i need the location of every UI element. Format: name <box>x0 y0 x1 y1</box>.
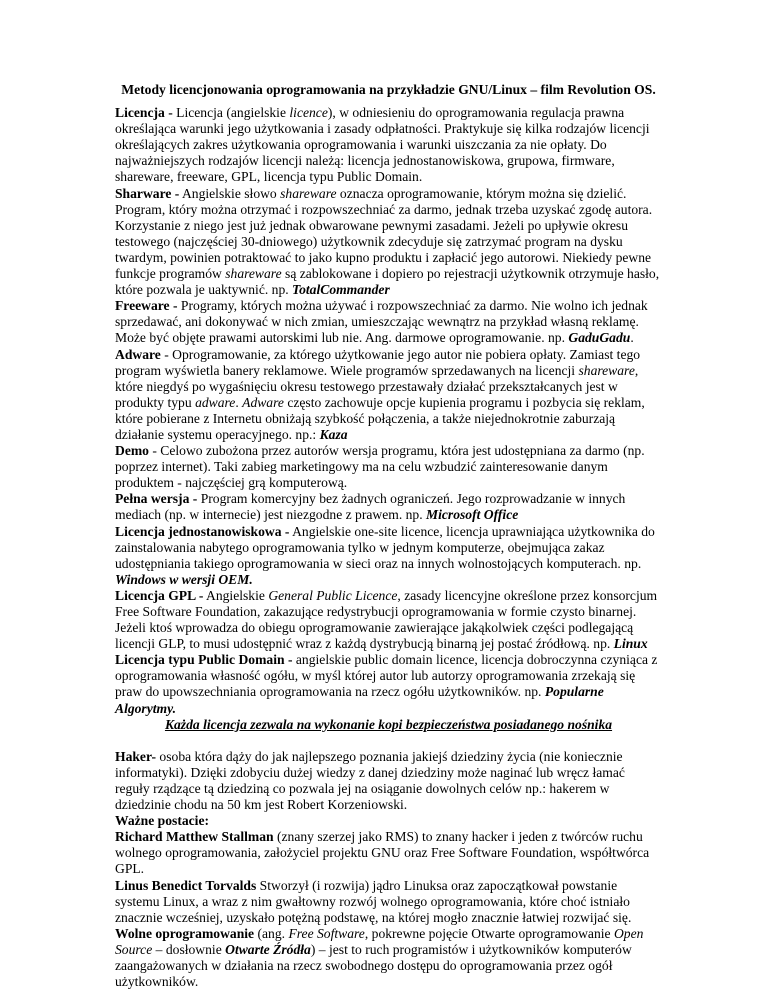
def-text: ) – jest to ruch programistów i użytkowników komputerów zaangażowanych w działania na rzecz swobodnego dostępu do oprogramowania przez ogół użytkowników. <box>115 941 632 990</box>
def-text: Angielskie <box>203 587 269 603</box>
def-italic: Open Source <box>115 925 644 957</box>
def-haker <box>115 749 662 813</box>
term-shareware: Sharware - <box>115 185 180 201</box>
def-adware <box>115 347 662 444</box>
term-public-domain: Licencja typu Public Domain - <box>115 652 293 668</box>
def-text: często zachowuje opcje kupienia programu i pozbycia się reklam, które pobierane z Internetu obniżają szybkość połączenia, a także niejednokrotnie zaburzają działanie systemu operacyjnego. np.: <box>115 394 645 442</box>
def-text: oznacza oprogramowanie, którym można się dzielić. Program, który można otrzymać i rozpowszechniać za darmo, jednak trzeba uzyskać zgodę autora. Korzystanie z niego jest już jednak obwarowane pewnymi zasadami. Jeżeli po upływie okresu testowego (najczęściej 30-dniowego) użytkownik zdecyduje się zatrzymać program na dysku twardym, powinien potraktować to jako kupno produktu i zapłacić jego autorowi. Niekiedy pewne funkcje programów <box>115 185 653 282</box>
term-pelna-wersja: Pełna wersja - <box>115 491 198 507</box>
section-heading-wazne-postacie: Ważne postacie: <box>115 813 210 829</box>
def-italic: shareware <box>225 266 282 282</box>
def-text: - Oprogramowanie, za którego użytkowanie jego autor nie pobiera opłaty. Zamiast tego program wyświetla banery reklamowe. Wiele programów sprzedawanych na licencji <box>115 346 641 378</box>
def-italic: Free Software <box>288 925 365 941</box>
term-wolne-oprogramowanie: Wolne oprogramowanie <box>115 925 255 941</box>
term-demo: Demo <box>115 443 149 459</box>
def-text: Angielskie słowo <box>179 185 281 201</box>
person-torvalds <box>115 878 662 926</box>
example-gadugadu: GaduGadu <box>568 330 631 346</box>
def-text: Licencja (angielskie <box>172 105 290 121</box>
def-licencja <box>115 105 662 185</box>
def-demo <box>115 443 662 491</box>
term-jednostanowiskowa: Licencja jednostanowiskowa - <box>115 523 290 539</box>
def-text: są zablokowane i dopiero po rejestracji użytkownik otrzymuje hasło, które pozwala je uaktywnić. np. <box>115 266 660 298</box>
def-text: Programy, których można używać i rozpowszechniać za darmo. Nie wolno ich jednak sprzedawać, ani dokonywać w nich zmian, umieszczając wewnątrz na przykład własną reklamę. Może być objęte prawami autorskimi lub nie. Ang. darmowe oprogramowanie. np. <box>115 298 648 346</box>
def-italic: shareware <box>280 185 337 201</box>
def-text: , pokrewne pojęcie Otwarte oprogramowanie <box>364 925 614 941</box>
def-text: , zasady licencyjne określone przez konsorcjum Free Software Foundation, zakazujące redystrybucji oprogramowania w formie czysto binarnej. Jeżeli ktoś wprowadza do obiegu oprogramowanie zawierające jakąkolwiek części podlegającą licencji GLP, to musi udostępnić wraz z każdą dystrybucją binarną jej postać źródłową. np. <box>115 587 658 652</box>
example-linux: Linux <box>613 636 648 652</box>
term-stallman: Richard Matthew Stallman <box>115 829 274 845</box>
def-text: , które niegdyś po wygaśnięciu okresu testowego przestawały działać przekształcanych jest w produkty typu <box>115 362 639 410</box>
def-text: . <box>630 330 634 346</box>
term-adware: Adware <box>115 346 161 362</box>
def-public-domain <box>115 652 662 716</box>
backup-copy-note: Każda licencja zezwala na wykonanie kopi bezpieczeństwa posiadanego nośnika <box>164 716 613 732</box>
def-text: Program komercyjny bez żadnych ograniczeń. Jego rozprowadzanie w innych mediach (np. w internecie) jest niezgodne z prawem. np. <box>115 491 626 523</box>
def-freeware <box>115 298 662 346</box>
def-jednostanowiskowa <box>115 524 662 588</box>
document-title: Metody licencjonowania oprogramowania na przykładzie GNU/Linux – film Revolution OS. <box>121 82 656 97</box>
term-torvalds: Linus Benedict Torvalds <box>115 877 257 893</box>
example-kaza: Kaza <box>319 426 348 442</box>
example-popularne-algorytmy: Popularne Algorytmy. <box>115 684 604 716</box>
def-wolne-oprogramowanie <box>115 926 662 990</box>
def-text: – dosłownie <box>152 941 226 957</box>
def-text: ), w odniesieniu do oprogramowania regulacja prawna określająca warunki jego użytkowania i zasady odpłatności. Praktykuje się kilka rodzajów licencji określających zakres użytkowania oprogramowania i warunki uiszczania za nie opłaty. Do najważniejszych rodzajów licencji należą: licencja jednostanowiskowa, grupowa, firmware, shareware, freeware, GPL, licencja typu Public Domain. <box>115 105 650 185</box>
term-haker: Haker- <box>115 748 157 764</box>
def-italic: General Public Licence <box>268 587 398 603</box>
example-totalcommander: TotalCommander <box>292 282 390 298</box>
def-text: Stworzył (i rozwija) jądro Linuksa oraz zapoczątkował powstanie systemu Linux, a wraz z nim gwałtowny rozwój wolnego oprogramowania, które choć istniało znacznie wcześniej, uzyskało potężną podstawę, na której mogło znacznie łatwiej rozwijać się. <box>115 877 632 925</box>
example-windows-oem: Windows w wersji OEM. <box>115 571 253 587</box>
def-text: angielskie public domain licence, licencja dobroczynna czyniąca z oprogramowania własność ogółu, w myśl której autor lub autorzy oprogramowania zrzekają się praw do upowszechniania oprogramowania na rzecz ogółu użytkowników. np. <box>115 652 658 700</box>
def-pelna-wersja <box>115 491 662 523</box>
spacer <box>115 733 662 749</box>
term-freeware: Freeware - <box>115 298 178 314</box>
def-text: (znany szerzej jako RMS) to znany hacker i jeden z twórców ruchu wolnego oprogramowania, założyciel projektu GNU oraz Free Software Foundation, współtwórca GPL. <box>115 829 650 877</box>
def-italic: Adware <box>242 394 284 410</box>
example-otwarte-zrodla: Otwarte Źródła <box>225 941 311 957</box>
term-gpl: Licencja GPL - <box>115 587 204 603</box>
def-gpl <box>115 588 662 652</box>
def-italic: shareware <box>578 362 635 378</box>
person-stallman <box>115 829 662 877</box>
def-text: . <box>235 394 243 410</box>
def-text: (ang. <box>254 925 289 941</box>
def-italic: licence <box>289 105 328 121</box>
def-shareware <box>115 186 662 299</box>
def-text: osoba która dąży do jak najlepszego poznania jakiejś dziedziny życia (nie koniecznie informatyki). Dzięki zdobyciu dużej wiedzy z danej dziedziny może naginać lub wręcz łamać reguły rządzące tą dziedziną co pozwala jej na osiąganie dowolnych celów np.: hakerem w dziedzinie chodu na 50 km jest Robert Korzeniowski. <box>115 748 625 813</box>
term-licencja: Licencja - <box>115 105 173 121</box>
def-text: Angielskie one-site licence, licencja uprawniająca użytkownika do zainstalowania nabytego oprogramowania tylko w jednym komputerze, obejmująca zakaz udostępniania takiego oprogramowania w sieci oraz na innych wolnostojących komputerach. np. <box>115 523 655 571</box>
example-microsoft-office: Microsoft Office <box>426 507 519 523</box>
def-text: - Celowo zubożona przez autorów wersja programu, która jest udostępniana za darmo (np. poprzez internet). Taki zabieg marketingowy ma na celu wzbudzić zainteresowanie danym produktem - najczęściej grą komputerową. <box>115 443 645 491</box>
def-italic: adware <box>195 394 236 410</box>
